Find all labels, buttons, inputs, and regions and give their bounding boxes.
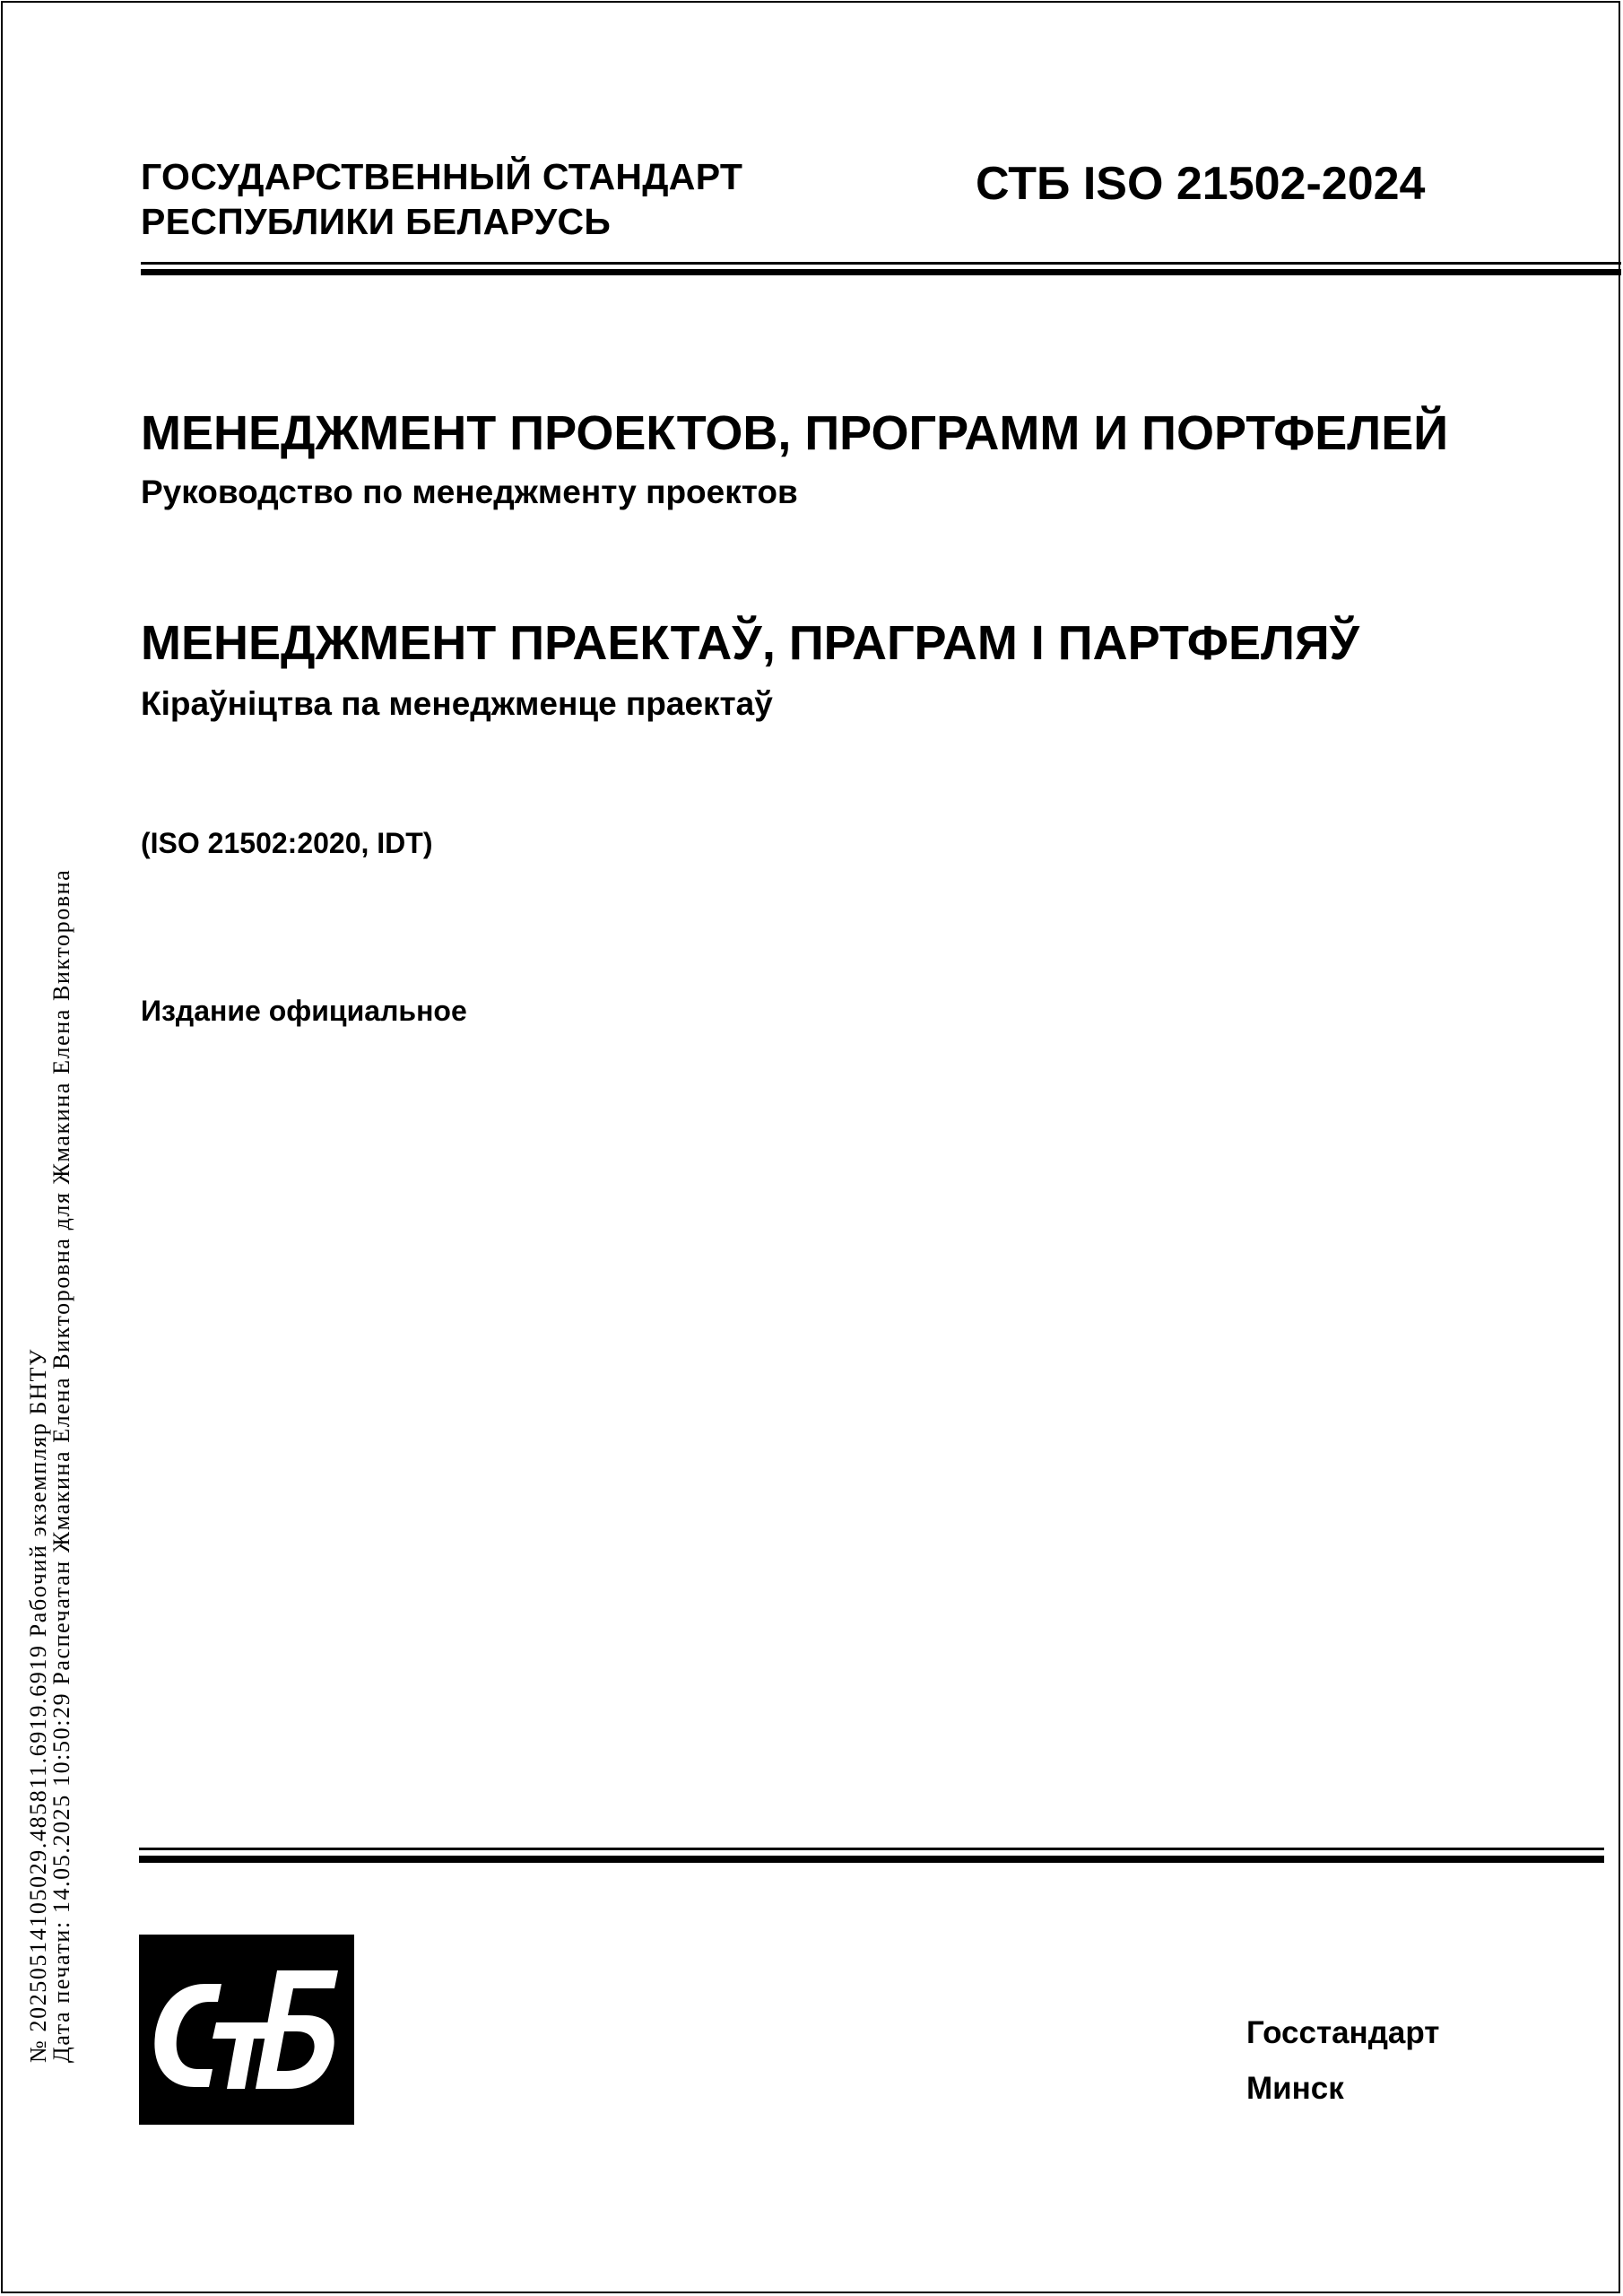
subtitle-russian: Руководство по менеджменту проектов (141, 474, 798, 510)
side-stamp-line-1: № 20250514105029.485811.6919.6919 Рабочий экземпляр БНТУ (25, 1348, 51, 2063)
iso-reference: (ISO 21502:2020, IDT) (141, 827, 433, 859)
title-belarusian: МЕНЕДЖМЕНТ ПРАЕКТАЎ, ПРАГРАМ І ПАРТФЕЛЯЎ (141, 616, 1360, 670)
footer-rule-thin (139, 1848, 1604, 1850)
footer-rule-thick (139, 1856, 1604, 1863)
standard-designation: СТБ ISO 21502-2024 (976, 158, 1426, 210)
side-stamp-line-2: Дата печати: 14.05.2025 10:50:29 Распечатан Жмакина Елена Викторовна для Жмакина Елена Викторовна (48, 868, 74, 2063)
header-rule-thick (141, 269, 1621, 275)
side-stamp (27, 628, 74, 2063)
issuer-line-2: РЕСПУБЛИКИ БЕЛАРУСЬ (141, 201, 612, 242)
issuer-line-1: ГОСУДАРСТВЕННЫЙ СТАНДАРТ (141, 156, 743, 197)
publisher-name: Госстандарт (1246, 2015, 1440, 2050)
edition-label: Издание официальное (141, 995, 467, 1027)
header-rule-thin (141, 262, 1621, 265)
publisher-city: Минск (1246, 2071, 1344, 2106)
title-russian: МЕНЕДЖМЕНТ ПРОЕКТОВ, ПРОГРАММ И ПОРТФЕЛЕЙ (141, 406, 1449, 460)
standard-issuer (141, 154, 742, 244)
stb-logo-icon (139, 1935, 354, 2125)
subtitle-belarusian: Кіраўніцтва па менеджменце праектаў (141, 685, 773, 722)
